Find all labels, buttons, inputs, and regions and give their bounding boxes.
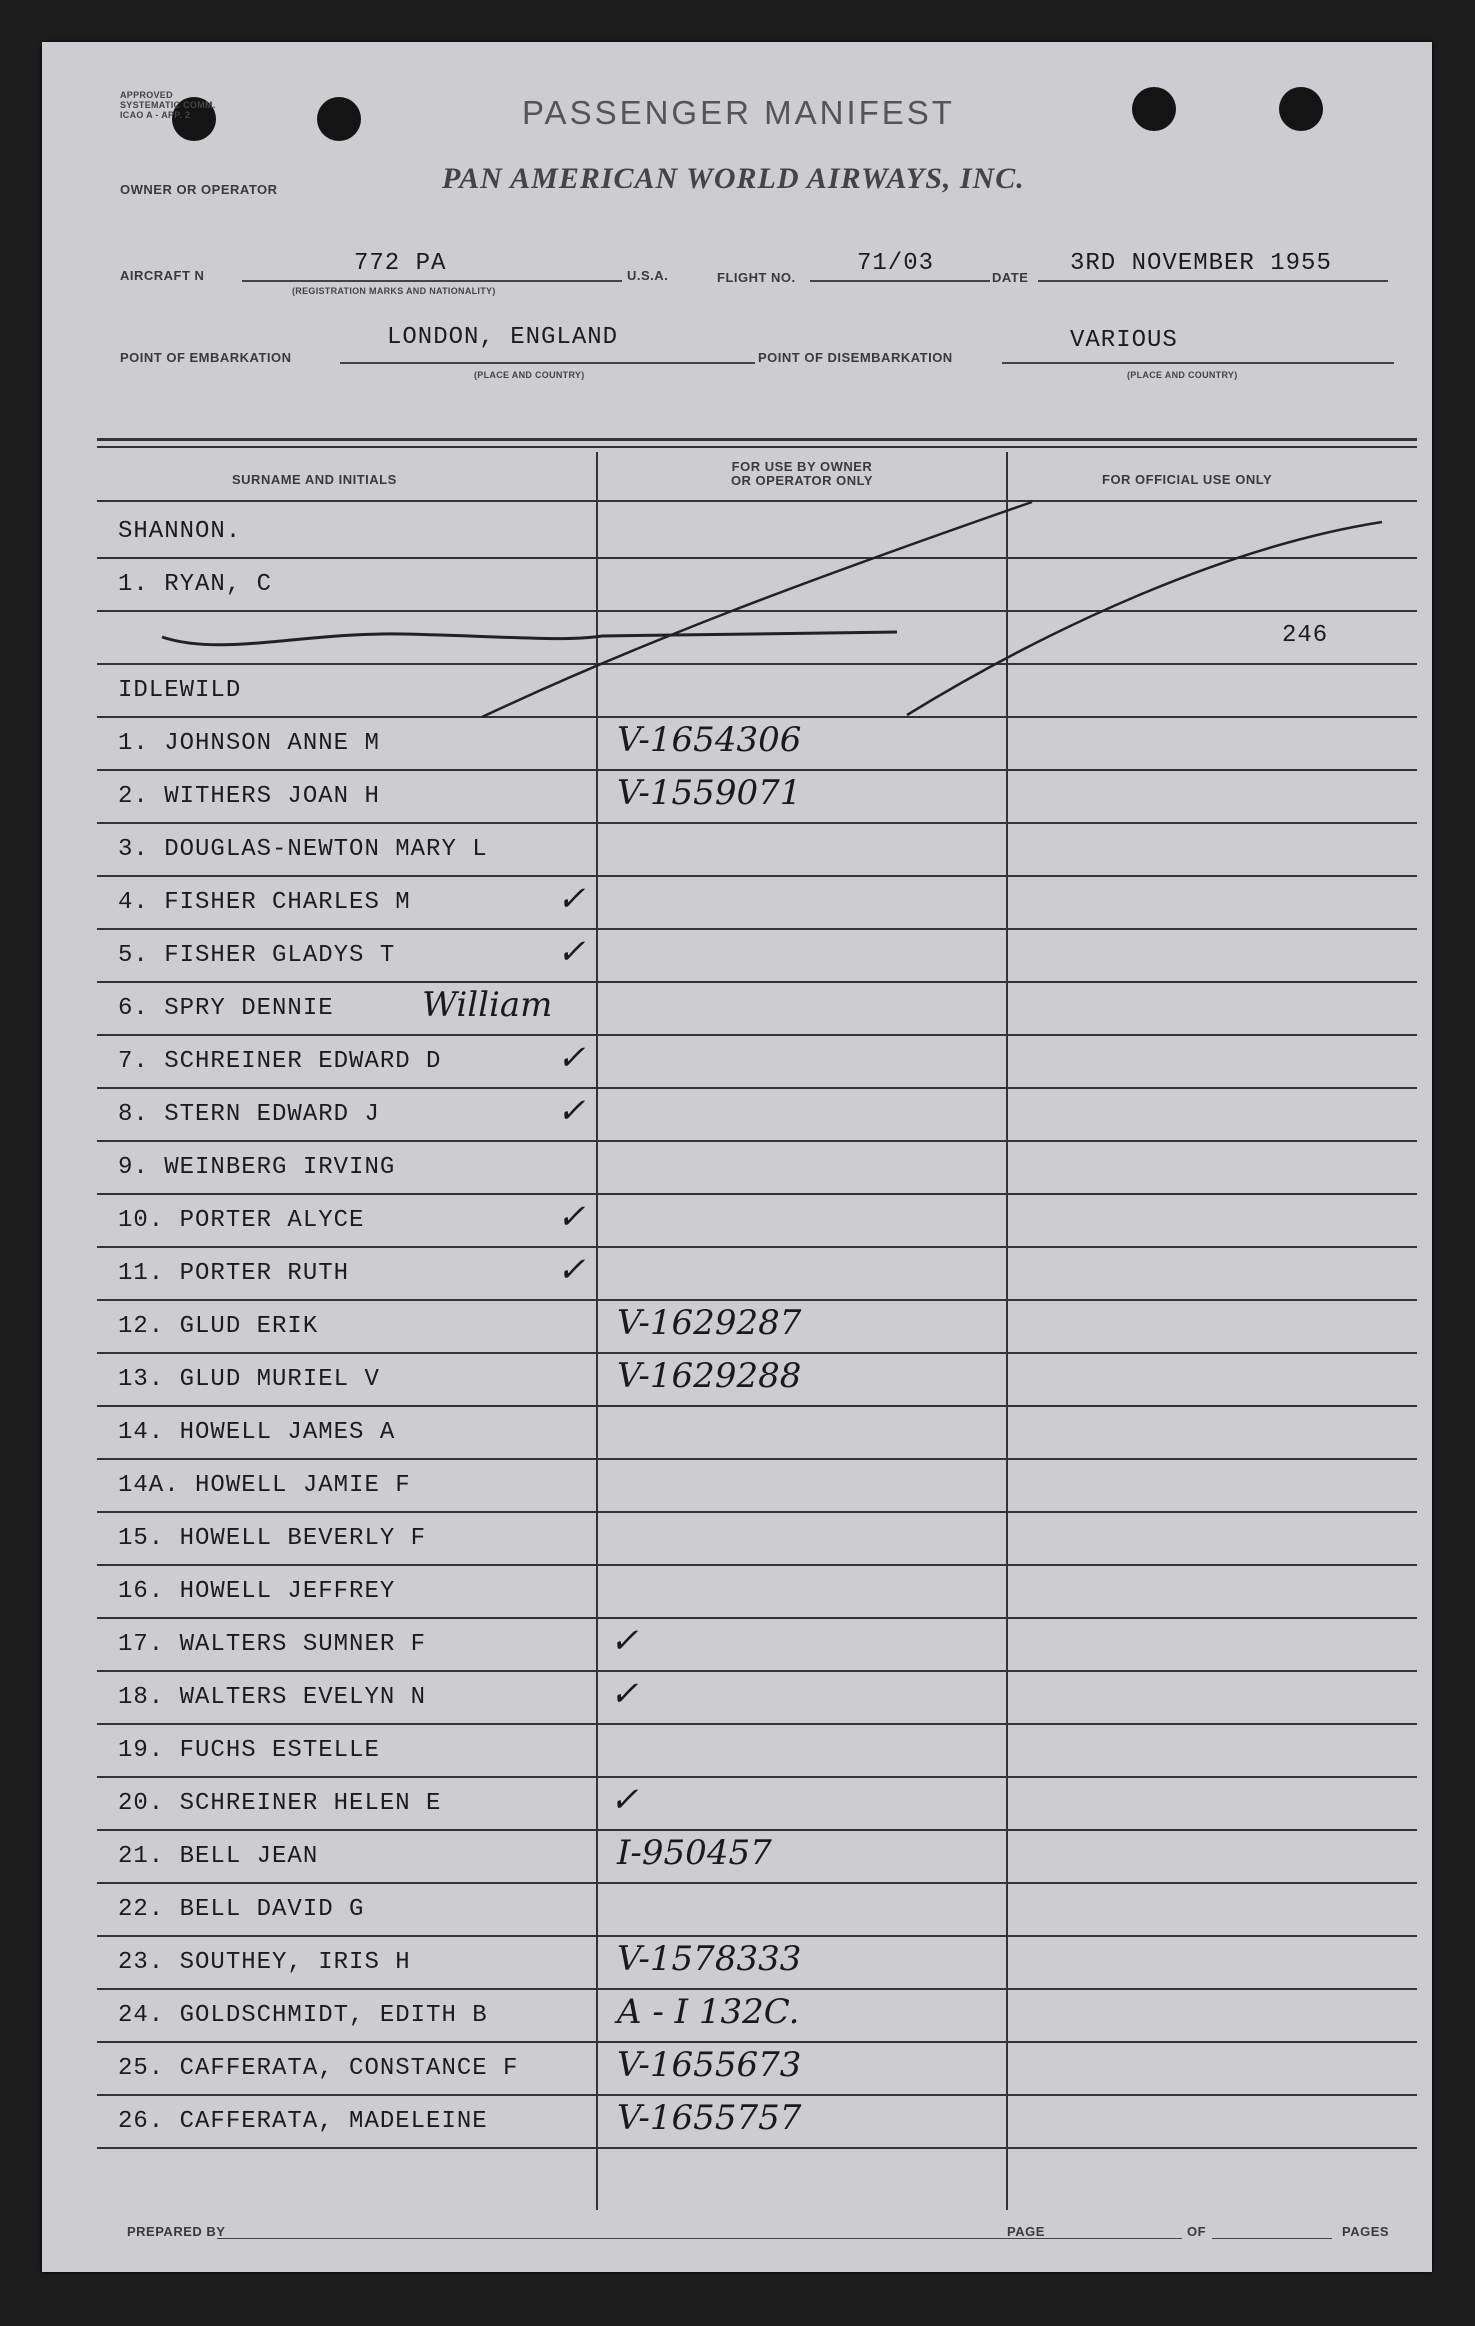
passenger-name: SHANNON. (118, 518, 242, 545)
handwritten-annotation: A - I 132C. (617, 1992, 800, 2032)
passenger-name: 15. HOWELL BEVERLY F (118, 1525, 427, 1552)
passenger-name: 25. CAFFERATA, CONSTANCE F (118, 2055, 519, 2082)
handwritten-annotation: ✓ (610, 1621, 639, 1661)
manifest-sheet (42, 42, 1432, 2272)
passenger-name: 1. JOHNSON ANNE M (118, 730, 380, 757)
passenger-name: 18. WALTERS EVELYN N (118, 1684, 427, 1711)
handwritten-annotation: V-1629288 (617, 1356, 802, 1396)
embarkation-label: POINT OF EMBARKATION (120, 350, 292, 365)
embarkation-value: LONDON, ENGLAND (387, 324, 619, 351)
passenger-name: 11. PORTER RUTH (118, 1260, 350, 1287)
passenger-name: 14A. HOWELL JAMIE F (118, 1472, 411, 1499)
passenger-name: 19. FUCHS ESTELLE (118, 1737, 380, 1764)
approval-line: ICAO A - APP. 2 (120, 110, 191, 120)
handwritten-annotation: V-1629287 (617, 1303, 802, 1343)
handwritten-strokes (42, 42, 1432, 2272)
passenger-name: 10. PORTER ALYCE (118, 1207, 365, 1234)
of-label: OF (1187, 2224, 1207, 2239)
handwritten-annotation: ✓ (557, 1038, 586, 1078)
column-header-owner-line: FOR USE BY OWNER (731, 459, 873, 474)
handwritten-annotation: ✓ (557, 932, 586, 972)
passenger-name: 8. STERN EDWARD J (118, 1101, 380, 1128)
passenger-name: 9. WEINBERG IRVING (118, 1154, 396, 1181)
passenger-name: 3. DOUGLAS-NEWTON MARY L (118, 836, 488, 863)
official-note: 246 (1282, 622, 1329, 649)
approval-line: SYSTEMATIC COMM. (120, 100, 216, 110)
passenger-name: 24. GOLDSCHMIDT, EDITH B (118, 2002, 488, 2029)
passenger-name: 5. FISHER GLADYS T (118, 942, 396, 969)
date-label: DATE (992, 270, 1029, 285)
country-label: U.S.A. (627, 268, 669, 283)
disembarkation-label: POINT OF DISEMBARKATION (758, 350, 953, 365)
column-header-owner-line: OR OPERATOR ONLY (730, 473, 874, 488)
passenger-name: 17. WALTERS SUMNER F (118, 1631, 427, 1658)
handwritten-annotation: I-950457 (617, 1833, 772, 1873)
passenger-name: 7. SCHREINER EDWARD D (118, 1048, 442, 1075)
embarkation-caption: (PLACE AND COUNTRY) (474, 370, 585, 380)
operator-label: OWNER OR OPERATOR (120, 182, 278, 197)
prepared-by-label: PREPARED BY (127, 2224, 226, 2239)
passenger-name: 14. HOWELL JAMES A (118, 1419, 396, 1446)
flight-label: FLIGHT NO. (717, 270, 796, 285)
column-header-surname: SURNAME AND INITIALS (232, 472, 397, 487)
passenger-name: 2. WITHERS JOAN H (118, 783, 380, 810)
handwritten-annotation: ✓ (610, 1674, 639, 1714)
passenger-name: IDLEWILD (118, 677, 242, 704)
passenger-name: 13. GLUD MURIEL V (118, 1366, 380, 1393)
aircraft-label: AIRCRAFT N (120, 268, 205, 283)
disembarkation-value: VARIOUS (1070, 327, 1178, 354)
handwritten-annotation: William (422, 985, 553, 1025)
column-header-official: FOR OFFICIAL USE ONLY (1102, 472, 1273, 487)
handwritten-annotation: ✓ (557, 879, 586, 919)
handwritten-annotation: V-1655757 (617, 2098, 802, 2138)
handwritten-annotation: ✓ (557, 1250, 586, 1290)
handwritten-annotation: V-1655673 (617, 2045, 802, 2085)
form-title: PASSENGER MANIFEST (522, 94, 955, 131)
pages-label: PAGES (1342, 2224, 1390, 2239)
date-value: 3RD NOVEMBER 1955 (1070, 250, 1332, 277)
disembarkation-caption: (PLACE AND COUNTRY) (1127, 370, 1238, 380)
passenger-name: 16. HOWELL JEFFREY (118, 1578, 396, 1605)
handwritten-annotation: ✓ (557, 1091, 586, 1131)
passenger-name: 12. GLUD ERIK (118, 1313, 319, 1340)
flight-value: 71/03 (857, 250, 935, 277)
passenger-name: 21. BELL JEAN (118, 1843, 319, 1870)
passenger-name: 1. RYAN, C (118, 571, 273, 598)
passenger-name: 6. SPRY DENNIE (118, 995, 334, 1022)
aircraft-value: 772 PA (354, 250, 447, 277)
passenger-name: 23. SOUTHEY, IRIS H (118, 1949, 411, 1976)
approval-line: APPROVED (120, 90, 173, 100)
handwritten-annotation: V-1578333 (617, 1939, 802, 1979)
operator-name: PAN AMERICAN WORLD AIRWAYS, INC. (442, 162, 1025, 195)
passenger-name: 4. FISHER CHARLES M (118, 889, 411, 916)
aircraft-caption: (REGISTRATION MARKS AND NATIONALITY) (292, 286, 496, 296)
passenger-name: 22. BELL DAVID G (118, 1896, 365, 1923)
page-label: PAGE (1007, 2224, 1045, 2239)
passenger-name: 20. SCHREINER HELEN E (118, 1790, 442, 1817)
handwritten-annotation: V-1559071 (617, 773, 802, 813)
handwritten-annotation: ✓ (610, 1780, 639, 1820)
handwritten-annotation: V-1654306 (617, 720, 802, 760)
handwritten-annotation: ✓ (557, 1197, 586, 1237)
passenger-name: 26. CAFFERATA, MADELEINE (118, 2108, 488, 2135)
